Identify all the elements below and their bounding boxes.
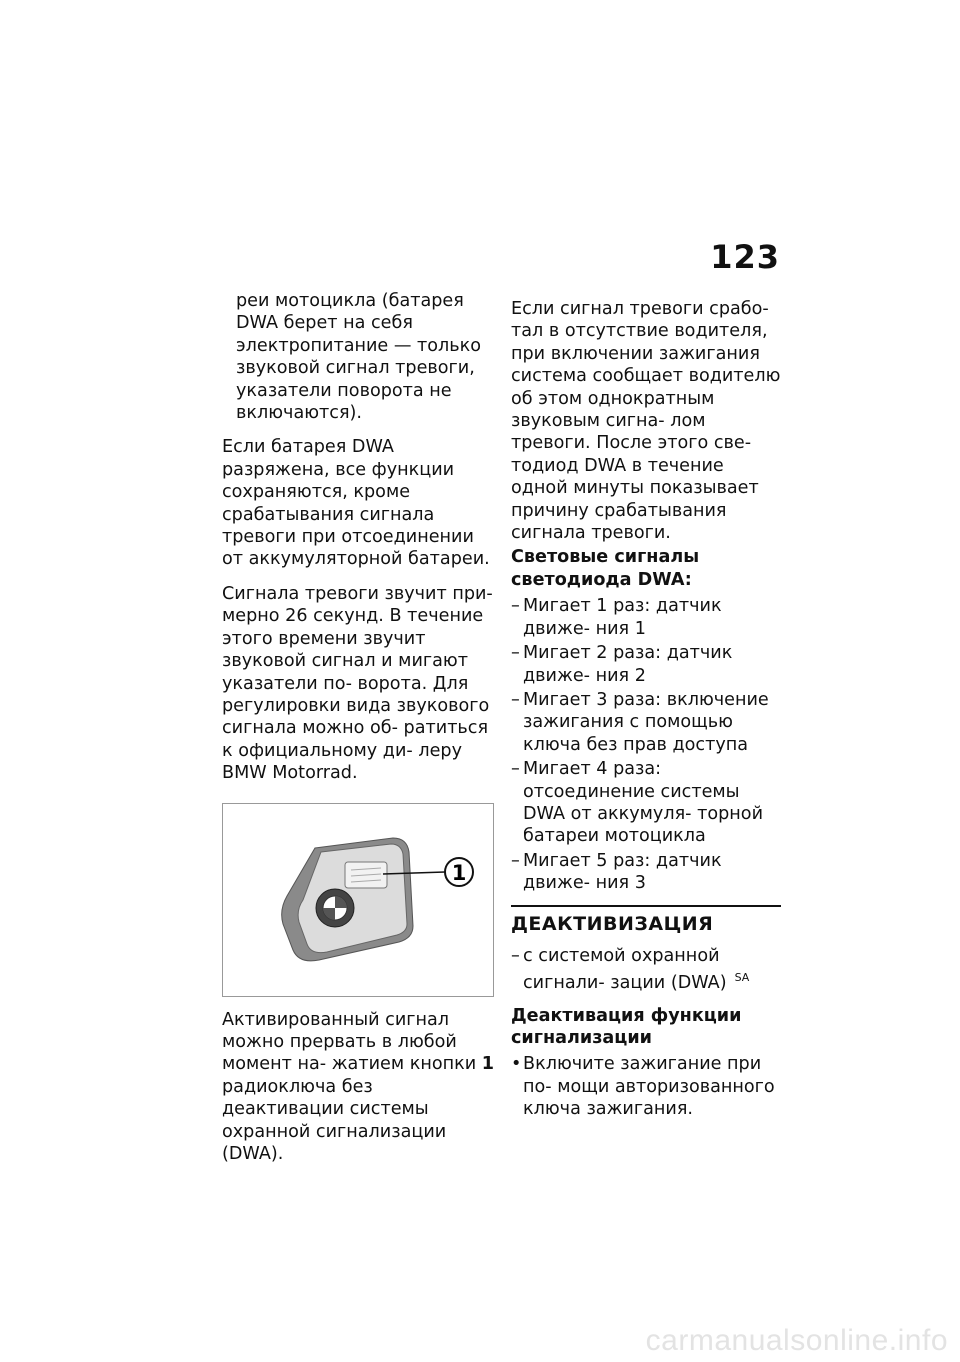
list-item: – с системой охранной сигнали- зации (DWA) $^{SA}$: [511, 945, 750, 994]
condition-list: [511, 945, 781, 995]
list-item: – Мигает 4 раза: отсоединение системы DWA от аккумуля- торной батареи мотоцикла: [511, 759, 763, 847]
special-equipment-mark: SA: [734, 971, 750, 985]
paragraph-alarm-duration: Сигнала тревоги звучит при- мерно 26 секунд. В течение этого времени звучит звуковой сигнал и мигают указатели по- ворота. Для регулировки вида звукового сигнала можно об- ратиться к официальному ди- леру BMW Motorrad.: [222, 583, 493, 784]
interrupt-text-b: радиоключа без деактивации системы охранной сигнализации (DWA).: [222, 1076, 447, 1164]
heading-led-signals: Световые сигналы светодиода DWA:: [511, 547, 700, 590]
watermark-url: carmanualsonline.info: [645, 1324, 948, 1357]
interrupt-text-a: Активированный сигнал можно прервать в любой момент на- жатием кнопки: [222, 1009, 482, 1075]
step-list: [511, 1053, 781, 1120]
list-item: – Мигает 2 раза: датчик движе- ния 2: [511, 643, 733, 686]
list-item: – Мигает 1 раз: датчик движе- ния 1: [511, 596, 722, 639]
key-fob-illustration: [223, 804, 493, 996]
heading-deactivate-function: Деактивация функции сигнализации: [511, 1005, 742, 1049]
list-item: • Включите зажигание при по- мощи авторизованного ключа зажигания.: [511, 1054, 775, 1120]
led-signal-list: [511, 595, 781, 894]
section-divider: [511, 905, 781, 907]
figure-callout-label: 1: [451, 860, 467, 885]
list-item: – Мигает 3 раза: включение зажигания с помощью ключа без прав доступа: [511, 689, 769, 755]
paragraph-interrupt-alarm: [222, 1009, 494, 1166]
right-column: [511, 298, 781, 1121]
section-title-deactivation: ДЕАКТИВИЗАЦИЯ: [511, 912, 714, 935]
button-reference: 1: [481, 1054, 495, 1075]
paragraph-battery-discharged: Если батарея DWA разряжена, все функции сохраняются, кроме срабатывания сигнала тревоги при отсоединении от аккумуляторной батареи.: [222, 437, 490, 570]
list-item: – Мигает 5 раз: датчик движе- ния 3: [511, 850, 722, 894]
paragraph-alarm-report: Если сигнал тревоги срабо- тал в отсутствие водителя, при включении зажигания система сообщает водителю об этом однократным звуковым сигна- лом тревоги. После этого све- тодиод DWA в течение одной минуты показывает причину срабатывания сигнала тревоги.: [511, 299, 781, 544]
paragraph-battery-note: реи мотоцикла (батарея DWA берет на себя электропитание — только звуковой сигнал тревоги, указатели поворота не включаются).: [236, 291, 482, 424]
left-column: [222, 290, 494, 1177]
key-fob-figure: [222, 803, 494, 997]
page-number: 123: [710, 238, 780, 276]
